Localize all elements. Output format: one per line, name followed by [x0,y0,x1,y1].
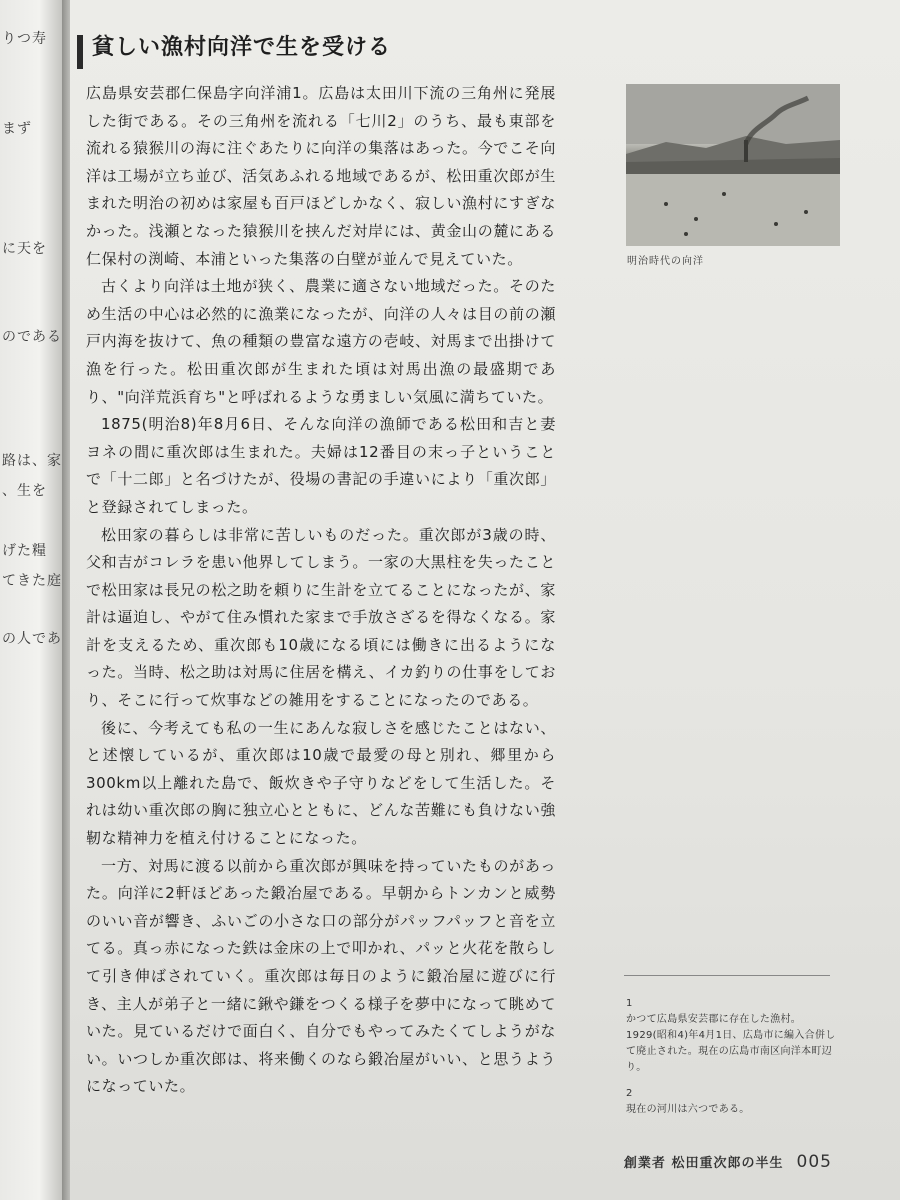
left-page-text-fragment: りつ寿 [2,31,47,47]
footnote [626,1086,836,1118]
historical-photo [626,84,840,246]
left-page-text-fragment: に天を [2,241,47,257]
footnote-text: かつて広島県安芸郡に存在した漁村。1929(昭和4)年4月1日、広島市に編入合併して廃止された。現在の広島市南区向洋本町辺り。 [626,1014,836,1073]
paragraph: 広島県安芸郡仁保島字向洋浦1。広島は太田川下流の三角州に発展した街である。その三角州を流れる「七川2」のうち、最も東部を流れる猿猴川の海に注ぐあたりに向洋の集落はあった。今でこそ向洋は工場が立ち並び、活気あふれる地域であるが、松田重次郎が生まれた明治の初めは家屋も百戸ほどしかなく、寂しい漁村にすぎなかった。浅瀬となった猿猴川を挟んだ対岸には、黄金山の麓にある仁保村の渕崎、本浦といった集落の白壁が並んで見えていた。 [86,84,556,268]
photo-illustration [626,84,840,246]
left-page-text-fragment: の人であ [2,631,62,647]
paragraph: 後に、今考えても私の一生にあんな寂しさを感じたことはない、と述懐しているが、重次郎は10歳で最愛の母と別れ、郷里から300km以上離れた島で、飯炊きや子守りなどをして生活した。それは幼い重次郎の胸に独立心とともに、どんな苦難にも負けない強靭な精神力を植え付けることになった。 [86,718,556,848]
footnote-divider [624,975,830,976]
page-footer [624,1152,832,1172]
paragraph: 松田家の暮らしは非常に苦しいものだった。重次郎が3歳の時、父和吉がコレラを患い他界してしまう。一家の大黒柱を失ったことで松田家は長兄の松之助を頼りに生計を立てることになったが、家計は逼迫し、やがて住み慣れた家まで手放さざるを得なくなる。家計を支えるため、重次郎も10歳になる頃には働きに出るようになった。当時、松之助は対馬に住居を構え、イカ釣りの仕事をしており、そこに行って炊事などの雑用をすることになったのである。 [86,525,556,710]
footnote-number: 2 [626,1088,633,1099]
paragraph: 古くより向洋は土地が狭く、農業に適さない地域だった。そのため生活の中心は必然的に漁業になったが、向洋の人々は目の前の瀬戸内海を抜けて、魚の種類の豊富な遠方の壱岐、対馬まで出掛けて漁を行った。松田重次郎が生まれた頃は対馬出漁の最盛期であり、"向洋荒浜育ち"と呼ばれるような勇ましい気風に満ちていた。 [86,277,556,406]
page-number: 005 [796,1152,832,1172]
footnote [626,996,836,1076]
section-title: 貧しい漁村向洋で生を受ける [92,35,392,60]
left-page-text-fragment: げた糧 [2,543,47,559]
left-page-edge [0,0,66,1200]
left-page-text-fragment: 路は、家 [2,453,62,469]
paragraph: 一方、対馬に渡る以前から重次郎が興味を持っていたものがあった。向洋に2軒ほどあった鍛冶屋である。早朝からトンカンと威勢のいい音が響き、ふいごの小さな口の部分がパッフパッフと音を立てる。真っ赤になった鉄は金床の上で叩かれ、パッと火花を散らして引き伸ばされていく。重次郎は毎日のように鍛冶屋に遊びに行き、主人が弟子と一緒に鍬や鎌をつくる様子を夢中になって眺めていた。見ているだけで面白く、自分でもやってみたくてしようがない。いつしか重次郎は、将来働くのなら鍛冶屋がいい、と思うようになっていた。 [86,856,556,1096]
paragraph: 1875(明治8)年8月6日、そんな向洋の漁師である松田和吉と妻ヨネの間に重次郎は生まれた。夫婦は12番目の末っ子ということで「十二郎」と名づけたが、役場の書記の手違いにより「重次郎」と登録されてしまった。 [86,415,556,516]
footnotes [626,996,836,1128]
footer-label: 創業者 松田重次郎の半生 [623,1156,784,1171]
left-page-text-fragment: のである [2,329,62,345]
photo-caption: 明治時代の向洋 [627,256,704,267]
body-text [86,80,556,1101]
left-page-text-fragment: まず [2,121,32,137]
footnote-text: 現在の河川は六つである。 [626,1104,750,1115]
title-accent-bar [77,35,83,69]
left-page-text-fragment: 、生を [2,483,47,499]
left-page-text-fragment: てきた庭 [2,573,62,589]
footnote-number: 1 [626,998,633,1009]
